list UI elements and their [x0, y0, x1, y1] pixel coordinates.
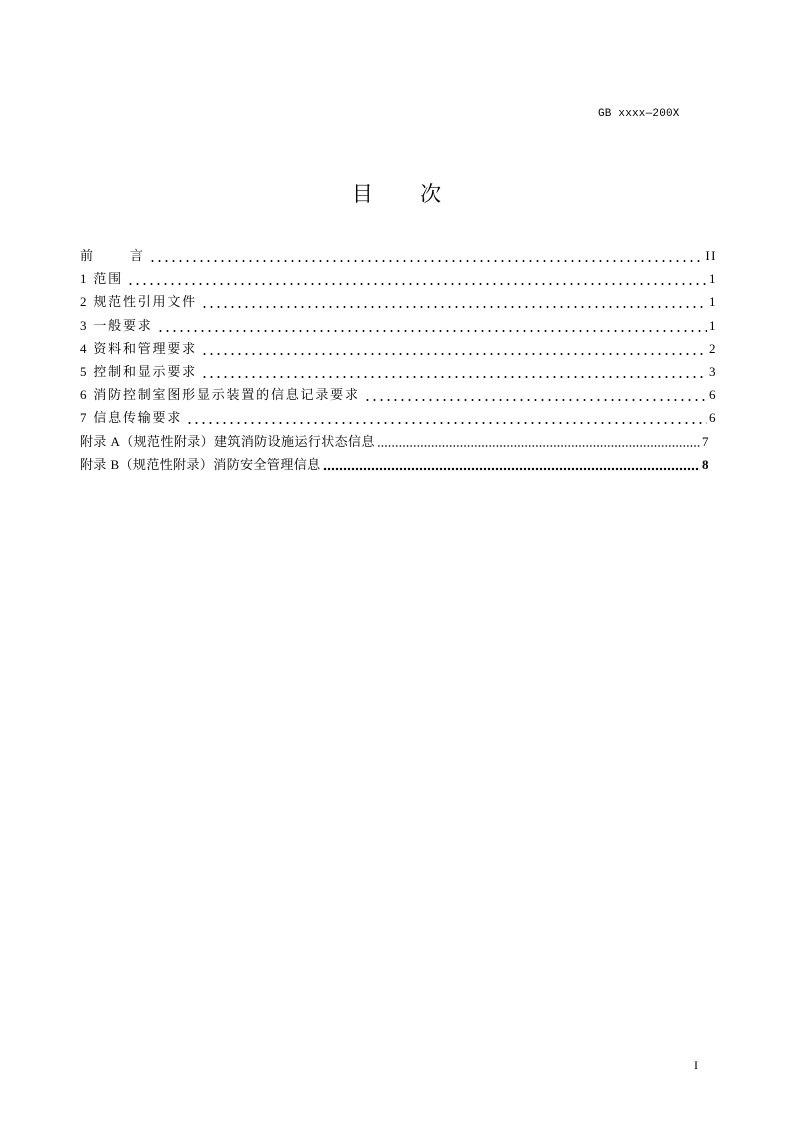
toc-entry-7	[80, 406, 717, 429]
toc-entry-5	[80, 360, 717, 383]
dot-leader	[323, 453, 700, 476]
toc-entry-page: 6	[709, 387, 717, 403]
toc-entry-appendix-a	[80, 430, 717, 453]
dot-leader	[155, 314, 707, 337]
toc-entry-page: 6	[709, 410, 717, 426]
page-title: 目 次	[351, 182, 442, 206]
dot-leader	[184, 406, 707, 429]
dot-leader	[125, 267, 707, 290]
toc-entry-1	[80, 267, 717, 290]
toc-entry-label: 附录 A（规范性附录）建筑消防设施运行状态信息	[80, 433, 375, 449]
dot-leader	[199, 290, 707, 313]
dot-leader	[362, 383, 707, 406]
toc-entry-4	[80, 337, 717, 360]
toc-entry-page: II	[705, 248, 717, 263]
toc-entry-appendix-b	[80, 453, 717, 476]
toc-entry-page: 2	[709, 340, 717, 356]
toc-entry-6	[80, 383, 717, 406]
toc-entry-3	[80, 314, 717, 337]
dot-leader	[147, 244, 704, 267]
page-number: I	[694, 1058, 698, 1072]
toc-entry-label: 5 控制和显示要求	[80, 363, 197, 379]
toc-entry-label: 附录 B（规范性附录）消防安全管理信息	[80, 456, 321, 472]
toc-entry-label: 7 信息传输要求	[80, 410, 183, 426]
table-of-contents	[80, 244, 717, 476]
toc-entry-label: 2 规范性引用文件	[80, 294, 197, 310]
standard-code-header: GB xxxx—200X	[598, 108, 680, 120]
toc-entry-page: 1	[709, 294, 717, 310]
toc-entry-page: 7	[702, 433, 710, 449]
dot-leader	[199, 337, 707, 360]
toc-entry-page: 3	[709, 363, 717, 379]
toc-entry-label: 1 范围	[80, 271, 123, 287]
toc-entry-page: 8	[702, 456, 710, 472]
toc-entry-page: 1	[709, 317, 717, 333]
toc-entry-page: 1	[709, 271, 717, 287]
dot-leader	[377, 430, 700, 453]
toc-entry-label: 6 消防控制室图形显示装置的信息记录要求	[80, 387, 360, 403]
toc-entry-label: 4 资料和管理要求	[80, 340, 197, 356]
toc-entry-label: 前 言	[80, 248, 145, 263]
toc-entry-preface	[80, 244, 717, 267]
toc-entry-label: 3 一般要求	[80, 317, 153, 333]
dot-leader	[199, 360, 707, 383]
toc-entry-2	[80, 290, 717, 313]
